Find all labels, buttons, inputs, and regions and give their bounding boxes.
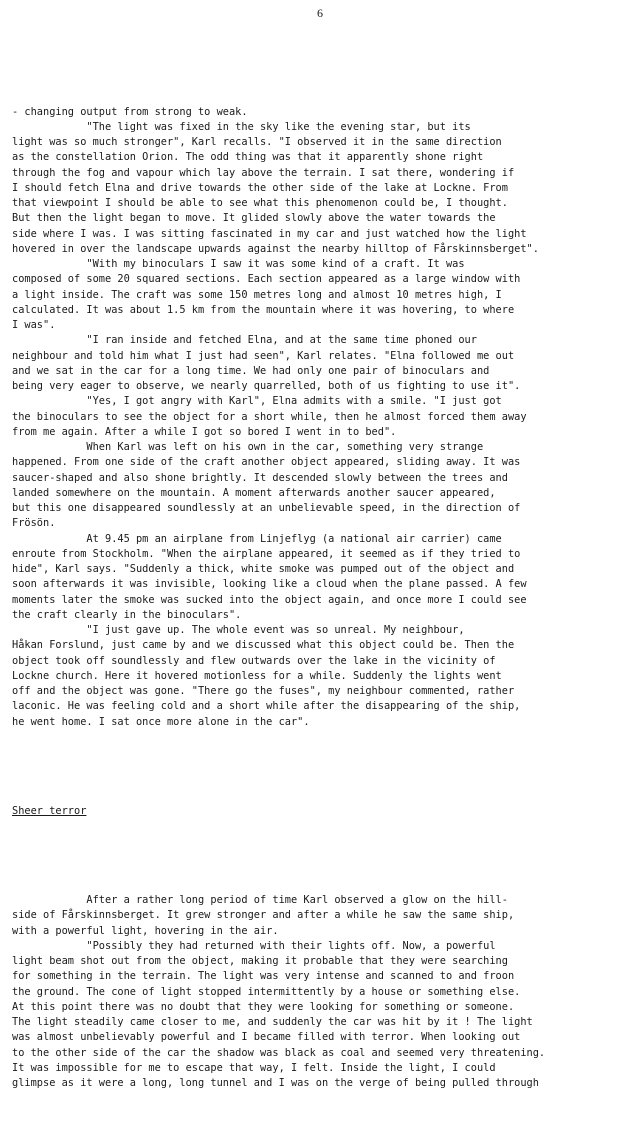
text-line: that viewpoint I should be able to see what this phenomenon could be, I thought. bbox=[12, 197, 508, 209]
text-line: he went home. I sat once more alone in the car". bbox=[12, 715, 310, 728]
body-text bbox=[12, 74, 632, 1122]
text-line: through the fog and vapour which lay above the terrain. I sat there, wondering if bbox=[12, 166, 515, 179]
text-line: the ground. The cone of light stopped intermittently by a house or something else. bbox=[12, 985, 521, 998]
text-line: hide", Karl says. "Suddenly a thick, white smoke was pumped out of the object and bbox=[12, 563, 515, 575]
text-line: neighbour and told him what I just had seen", Karl relates. "Elna followed me out bbox=[12, 349, 515, 362]
text-line: Håkan Forslund, just came by and we discussed what this object could be. Then the bbox=[12, 639, 515, 652]
text-line: The light steadily came closer to me, and suddenly the car was hit by it ! The light bbox=[12, 1016, 533, 1028]
text-line: a light inside. The craft was some 150 metres long and almost 10 metres high, I bbox=[12, 288, 502, 301]
text-line: for something in the terrain. The light was very intense and scanned to and froon bbox=[12, 970, 515, 983]
text-line: and we sat in the car for a long time. We had only one pair of binoculars and bbox=[12, 364, 490, 377]
text-line: off and the object was gone. "There go the fuses", my neighbour commented, rather bbox=[12, 685, 515, 697]
text-line: enroute from Stockholm. "When the airplane appeared, it seemed as if they tried to bbox=[12, 547, 521, 560]
text-line: Lockne church. Here it hovered motionless for a while. Suddenly the lights went bbox=[12, 669, 502, 682]
text-line: "With my binoculars I saw it was some kind of a craft. It was bbox=[12, 258, 465, 270]
text-line: "I ran inside and fetched Elna, and at the same time phoned our bbox=[12, 334, 477, 347]
text-line: composed of some 20 squared sections. Each section appeared as a large window with bbox=[12, 273, 521, 286]
text-line: light beam shot out from the object, making it probable that they were searching bbox=[12, 955, 508, 967]
text-line: - changing output from strong to weak. bbox=[12, 105, 248, 118]
text-line: was almost unbelievably powerful and I became filled with terror. When looking out bbox=[12, 1031, 521, 1044]
text-line: laconic. He was feeling cold and a short while after the disappearing of the ship, bbox=[12, 700, 521, 713]
text-line: I should fetch Elna and drive towards the other side of the lake at Lockne. From bbox=[12, 181, 508, 194]
text-line: to the other side of the car the shadow was black as coal and seemed very threatening. bbox=[12, 1046, 546, 1059]
text-line: as the constellation Orion. The odd thing was that it apparently shone right bbox=[12, 151, 484, 164]
text-line: landed somewhere on the mountain. A moment afterwards another saucer appeared, bbox=[12, 486, 496, 499]
spacer bbox=[12, 760, 632, 773]
text-line: light was so much stronger", Karl recalls. "I observed it in the same direction bbox=[12, 136, 502, 148]
text-line: It was impossible for me to escape that way, I felt. Inside the light, I could bbox=[12, 1061, 496, 1074]
text-line: soon afterwards it was invisible, looking like a cloud when the plane passed. A few bbox=[12, 578, 527, 591]
text-line: glimpse as it were a long, long tunnel and I was on the verge of being pulled through bbox=[12, 1077, 539, 1089]
text-line: being very eager to observe, we nearly quarrelled, both of us fighting to use it". bbox=[12, 380, 521, 392]
text-line: I was". bbox=[12, 319, 56, 331]
text-line: At this point there was no doubt that they were looking for something or someone. bbox=[12, 1000, 515, 1013]
text-line: the binoculars to see the object for a short while, then he almost forced them away bbox=[12, 410, 527, 423]
paragraphs-after bbox=[12, 893, 632, 1091]
text-line: After a rather long period of time Karl observed a glow on the hill- bbox=[12, 894, 508, 906]
text-line: Frösön. bbox=[12, 517, 56, 530]
text-line: but this one disappeared soundlessly at an unbelievable speed, in the direction of bbox=[12, 502, 521, 514]
paragraphs-before bbox=[12, 105, 632, 730]
text-line: hovered in over the landscape upwards against the nearby hilltop of Fårskinnsberget". bbox=[12, 242, 539, 255]
text-line: object took off soundlessly and flew outwards over the lake in the vicinity of bbox=[12, 654, 496, 667]
text-line: calculated. It was about 1.5 km from the mountain where it was hovering, to where bbox=[12, 303, 515, 316]
text-line: saucer-shaped and also shone brightly. It descended slowly between the trees and bbox=[12, 471, 508, 484]
text-line: "Possibly they had returned with their lights off. Now, a powerful bbox=[12, 939, 496, 952]
text-line: But then the light began to move. It glided slowly above the water towards the bbox=[12, 212, 496, 225]
text-line: "The light was fixed in the sky like the evening star, but its bbox=[12, 120, 471, 133]
text-line: side where I was. I was sitting fascinated in my car and just watched how the light bbox=[12, 227, 527, 240]
text-line: When Karl was left on his own in the car, something very strange bbox=[12, 441, 484, 453]
text-line: side of Fårskinnsberget. It grew stronger and after a while he saw the same ship, bbox=[12, 909, 515, 922]
text-line: "Yes, I got angry with Karl", Elna admits with a smile. "I just got bbox=[12, 395, 502, 408]
text-line: At 9.45 pm an airplane from Linjeflyg (a national air carrier) came bbox=[12, 532, 502, 545]
text-line: with a powerful light, hovering in the air. bbox=[12, 924, 279, 937]
section-heading: Sheer terror bbox=[12, 804, 87, 817]
page-number: 6 bbox=[317, 6, 323, 20]
text-line: from me again. After a while I got so bored I went in to bed". bbox=[12, 425, 397, 438]
spacer bbox=[12, 850, 632, 863]
text-line: "I just gave up. The whole event was so unreal. My neighbour, bbox=[12, 624, 465, 636]
text-line: the craft clearly in the binoculars". bbox=[12, 608, 242, 621]
text-line: moments later the smoke was sucked into the object again, and once more I could see bbox=[12, 593, 527, 606]
text-line: happened. From one side of the craft another object appeared, sliding away. It was bbox=[12, 456, 521, 469]
